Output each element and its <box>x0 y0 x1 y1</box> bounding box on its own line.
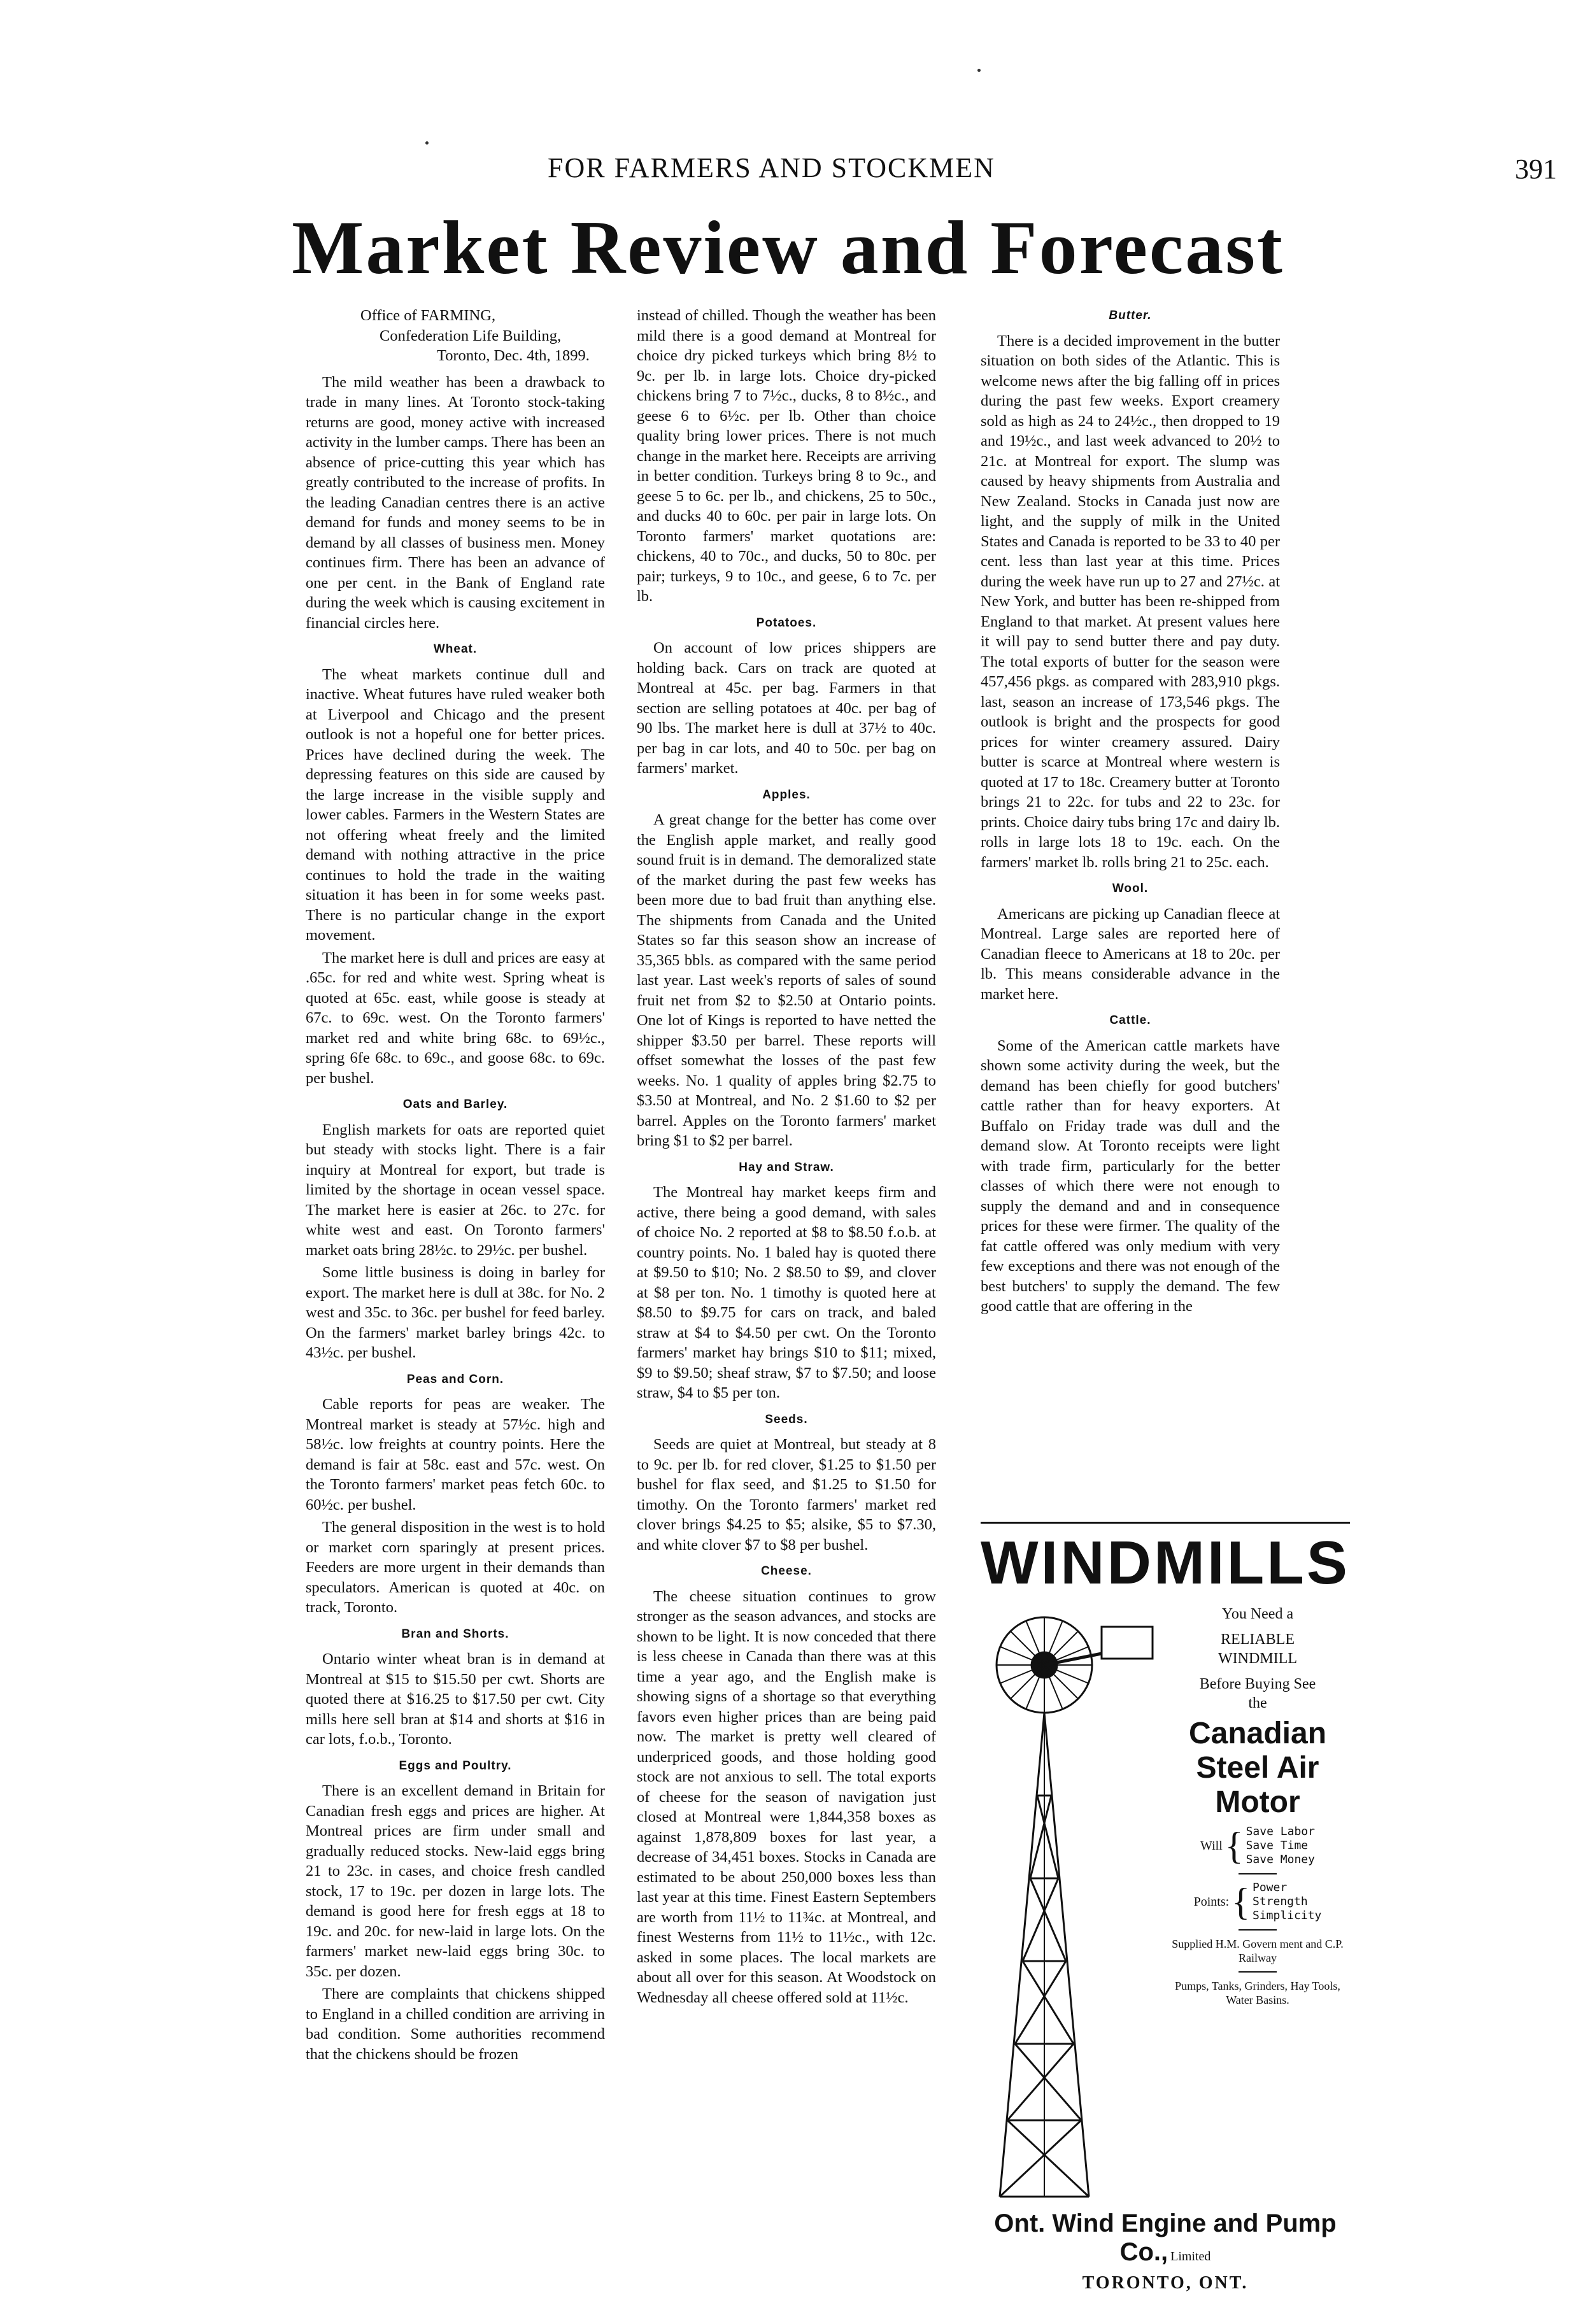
column-3 <box>981 306 1280 1319</box>
paragraph: There is an excellent demand in Britain for Canadian fresh eggs and prices are higher. At Montreal prices are firm under small and gradually reduced stocks. New-laid eggs bring 21 to 23c. in cases, and choice fresh candled stock, 17 to 19c. per dozen in large lots. The demand is good here for fresh eggs at 18 to 19c. and 20c. for new-laid in large lots. On the farmers' market new-laid eggs bring 30c. to 35c. per dozen. <box>306 1782 605 1980</box>
paragraph: There is a decided improvement in the butter situation on both sides of the Atlantic. This is welcome news after the big falling off in prices during the past few weeks. Export creamery sold as high as 24 to 24½c., then dropped to 19 and 19½c., and last week advanced to 20½ to 21c. at Montreal for export. The slump was caused by heavy shipments from Australia and New Zealand. Stocks in Canada just now are light, and the supply of milk in the United States and Canada is reported to be 33 to 40 per cent. less than last year at this time. Prices during the week have run up to 27 and 27½c. at New York, and butter has been re-shipped from England to that market. At present values here it will pay to send butter there and pay duty. The total exports of butter for the season were 457,456 pkgs. as compared with 283,910 pkgs. last, season an increase of 173,546 pkgs. The outlook is bright and the prospects for good prices for winter creamery assured. Dairy butter is scarce at Montreal where western is quoted at 17 to 18c. Creamery butter at Toronto brings 21 to 22c. for tubs and 22 to 23c. for prints. Choice dairy tubs bring 17c and dairy lb. rolls in large lots 18 to 19c. each. On the farmers' market lb. rolls bring 21 to 25c. each. <box>981 332 1280 871</box>
section-heading: Apples. <box>762 788 811 802</box>
column-1 <box>306 306 605 2067</box>
dateline-line: Office of FARMING, <box>360 307 496 324</box>
section-heading: Cheese. <box>761 1564 812 1578</box>
ad-footer <box>981 2209 1350 2293</box>
points-list <box>1172 1881 1344 1923</box>
paragraph: Cable reports for peas are weaker. The Montreal market is steady at 57½c. high and 58½c. low freights at country points. Here the demand is fair at 58c. east and 57c. west. On the Toronto farmers' market peas fetch 60c. to 60½c. per bushel. <box>306 1396 605 1513</box>
paragraph: Some of the American cattle markets have shown some activity during the week, but the demand has been chiefly for good butchers' cattle rather than for heavy exporters. At Buffalo on Friday trade was dull and the demand slow. At Toronto receipts were light with trade firm, particularly for the better classes of which there were not enough to supply the demand and and in consequence prices for these were firmer. The quality of the fat cattle offered was only medium with very few exceptions and there was not enough of the best butchers' to supply the demand. The few good cattle that are offering in the <box>981 1037 1280 1315</box>
points-label: Points: <box>1193 1895 1230 1909</box>
will-item: Save Labor <box>1246 1825 1315 1838</box>
brace-icon: { <box>1232 1881 1250 1923</box>
paragraph: There are complaints that chickens shipped to England in a chilled condition are arriving in bad condition. Some authorities recommend that the chickens should be frozen <box>306 1985 605 2063</box>
points-item: Power <box>1253 1881 1288 1894</box>
paragraph: The mild weather has been a drawback to trade in many lines. At Toronto stock-taking returns are good, money active with increased activity in the lumber camps. There has been an absence of price-cutting this year which has greatly contributed to the increase of profits. In the leading Canadian centres there is an active demand for funds and money seems to be in demand by all classes of business men. Money continues firm. There has been an advance of one per cent. in the Bank of England rate during the week which is causing excitement in financial circles here. <box>306 373 605 632</box>
paragraph: Ontario winter wheat bran is in demand at Montreal at $15 to $15.50 per cwt. Shorts are quoted there at $16.25 to $17.50 per cwt. City mills here sell bran at $14 and shorts at $16 in car lots, f.o.b., Toronto. <box>306 1650 605 1748</box>
section-heading: Peas and Corn. <box>406 1372 504 1386</box>
ad-line: WINDMILL <box>1218 1650 1297 1667</box>
section-heading: Seeds. <box>765 1412 808 1426</box>
dateline-line: Toronto, Dec. 4th, 1899. <box>437 347 590 364</box>
paragraph: The Montreal hay market keeps firm and active, there being a good demand, with sales of choice No. 2 reported at $8 to $8.50 f.o.b. at country points. No. 1 baled hay is quoted there at $9.50 to $10; No. 2 $8.50 to $9, and clover at $8 per ton. No. 1 timothy is quoted here at $8.50 to $9.75 for cars on track, and baled straw at $4 to $4.50 per cwt. On the Toronto farmers' market hay brings $10 to $11; mixed, $9 to $9.50; sheaf straw, $7 to $7.50; and loose straw, $4 to $5 per ton. <box>637 1184 936 1401</box>
paragraph: Americans are picking up Canadian fleece at Montreal. Large sales are reported here of Canadian fleece to Americans at 18 to 20c. per lb. This means considerable advance in the market here. <box>981 905 1280 1003</box>
company-suffix: Limited <box>1170 2250 1211 2264</box>
ad-title: WINDMILLS <box>981 1529 1350 1597</box>
ad-line: RELIABLE <box>1221 1631 1295 1648</box>
speck <box>425 141 429 145</box>
company-city: TORONTO, ONT. <box>1082 2273 1249 2293</box>
will-item: Save Time <box>1246 1839 1309 1852</box>
section-heading: Butter. <box>1109 309 1152 322</box>
paragraph: Some little business is doing in barley for export. The market here is dull at 38c. for No. 2 west and 35c. to 36c. per bushel for feed barley. On the farmers' market barley brings 42c. to 43½c. per bushel. <box>306 1264 605 1361</box>
divider <box>981 1522 1350 1524</box>
paragraph: instead of chilled. Though the weather has been mild there is a good demand at Montreal for choice dry picked turkeys which bring 8½ to 9c. per lb. in large lots. Choice dry-picked chickens bring 7 to 7½c., ducks, 8 to 8½c., and geese 6 to 6½c. per lb. Other than choice quality bring lower prices. There is not much change in the market here. Receipts are arriving in better condition. Turkeys bring 8 to 9c., and geese 5 to 6c. per lb., and chickens, 25 to 50c., and ducks 40 to 60c. per pair in large lots. On Toronto farmers' market quotations are: chickens, 40 to 70c., and ducks, 50 to 80c. per pair; turkeys, 9 to 10c., and geese, 6 to 7c. per lb. <box>637 307 936 605</box>
section-heading: Cattle. <box>1109 1014 1151 1027</box>
product-name: Canadian Steel Air Motor <box>1188 1717 1327 1819</box>
section-heading: Hay and Straw. <box>739 1160 834 1174</box>
paragraph: The general disposition in the west is to hold or market corn sparingly at present prices. Feeders are more urgent in their demands than speculators. American is quoted at 40c. on track, Toronto. <box>306 1519 605 1616</box>
brace-icon: { <box>1225 1825 1244 1867</box>
dateline-line: Confederation Life Building, <box>380 327 562 344</box>
windmill-illustration <box>981 1605 1165 2203</box>
column-2 <box>637 306 936 2010</box>
supplied-note: Supplied H.M. Govern ment and C.P. Railway <box>1172 1938 1344 1964</box>
paragraph: English markets for oats are reported quiet but steady with stocks light. There is a fair inquiry at Montreal for export, but trade is limited by the shortage in ocean vessel space. The market here is easier at 26c. to 27c. for white west and east. On Toronto farmers' market oats bring 28½c. to 29½c. per bushel. <box>306 1121 605 1259</box>
points-item: Simplicity <box>1253 1909 1322 1922</box>
will-label: Will <box>1200 1839 1223 1853</box>
dateline <box>306 306 605 366</box>
paragraph: The wheat markets continue dull and inactive. Wheat futures have ruled weaker both at Liverpool and Chicago and the present outlook is not a hopeful one for better prices. Prices have declined during the week. The depressing features on this side are caused by the large increase in the visible supply and lower cables. Farmers in the Western States are not offering wheat freely and the limited demand with nothing attractive in the price continues to hold the trade in the waiting situation it has been in for some weeks past. There is no particular change in the export movement. <box>306 665 605 944</box>
page-number: 391 <box>1515 153 1557 185</box>
ad-line: Before Buying See <box>1199 1676 1316 1692</box>
section-heading: Potatoes. <box>756 616 817 630</box>
page-title: Market Review and Forecast <box>292 205 1284 290</box>
speck <box>977 69 981 72</box>
paragraph: On account of low prices shippers are holding back. Cars on track are quoted at Montreal at 45c. per bag. Farmers in that section are selling potatoes at 40c. per bag of 90 lbs. The market here is dull at 37½ to 40c. per bag in car lots, and 40 to 50c. per bag on farmers' market. <box>637 639 936 777</box>
paragraph: Seeds are quiet at Montreal, but steady at 8 to 9c. per lb. for red clover, $1.25 to $1.50 per bushel for flax seed, and $1.25 to $1.50 for timothy. On the Toronto farmers' market red clover brings $4.25 to $5; alsike, $5 to $7.30, and white clover $7 to $8 per bushel. <box>637 1436 936 1554</box>
will-item: Save Money <box>1246 1853 1315 1866</box>
ad-line: the <box>1248 1695 1267 1711</box>
paragraph: The cheese situation continues to grow stronger as the season advances, and stocks are shown to be light. It is now conceded that there is less cheese in Canada than there was at this time a year ago, and the English make is showing signs of a shortage so that everything favors even higher prices than are being paid now. The market is pretty well cleared of underpriced goods, and those holding good stock are not anxious to sell. The total exports of cheese for the season of navigation just closed at Montreal were 1,844,358 boxes as against 1,878,809 boxes for last year, a decrease of 34,451 boxes. Stocks in Canada are estimated to be about 250,000 boxes less than last year at this time. Finest Eastern Septembers are worth from 11½ to 11¾c. at Montreal, and finest Westerns from 11½ to 11½c., with 12c. asked in some places. The local markets are about all over for this season. At Woodstock on Wednesday all cheese offered sold at 11½c. <box>637 1587 936 2006</box>
section-heading: Oats and Barley. <box>402 1098 508 1111</box>
will-list <box>1172 1825 1344 1867</box>
section-heading: Eggs and Poultry. <box>399 1759 512 1773</box>
points-item: Strength <box>1253 1895 1308 1908</box>
products-note: Pumps, Tanks, Grinders, Hay Tools, Water Basins. <box>1175 1980 1340 2006</box>
paragraph: A great change for the better has come over the English apple market, and really good sound fruit is in demand. The demoralized state of the market during the past few weeks has been more due to bad fruit than anything else. The shipments from Canada and the United States so far this season show an increase of 35,365 bbls. as compared with the same period last year. Last week's reports of sales of sound fruit net from $2 to $2.50 at Ontario points. One lot of Kings is reported to have netted the shipper $3.50 per barrel. These reports will offset somewhat the losses of the past few weeks. No. 1 quality of apples bring $2.75 to $3.50 at Montreal, and No. 2 $1.60 to $2 per barrel. Apples on the Toronto farmers' market bring $1 to $2 per barrel. <box>637 811 936 1149</box>
section-heading: Bran and Shorts. <box>401 1627 509 1641</box>
windmill-advertisement <box>981 1522 1350 2293</box>
company-name: Ont. Wind Engine and Pump Co., <box>994 2209 1337 2266</box>
running-head: FOR FARMERS AND STOCKMEN <box>548 152 995 183</box>
paragraph: The market here is dull and prices are easy at .65c. for red and white west. Spring wheat is quoted at 65c. east, while goose is steady at 67c. to 69c. west. On the Toronto farmers' market red and white bring 68c. to 69½c., spring 6fe 68c. to 69c., and goose 68c. to 69c. per bushel. <box>306 949 605 1087</box>
section-heading: Wool. <box>1112 882 1149 895</box>
section-heading: Wheat. <box>433 642 478 656</box>
ad-copy <box>1172 1605 1344 2007</box>
ad-line: You Need a <box>1221 1606 1294 1622</box>
